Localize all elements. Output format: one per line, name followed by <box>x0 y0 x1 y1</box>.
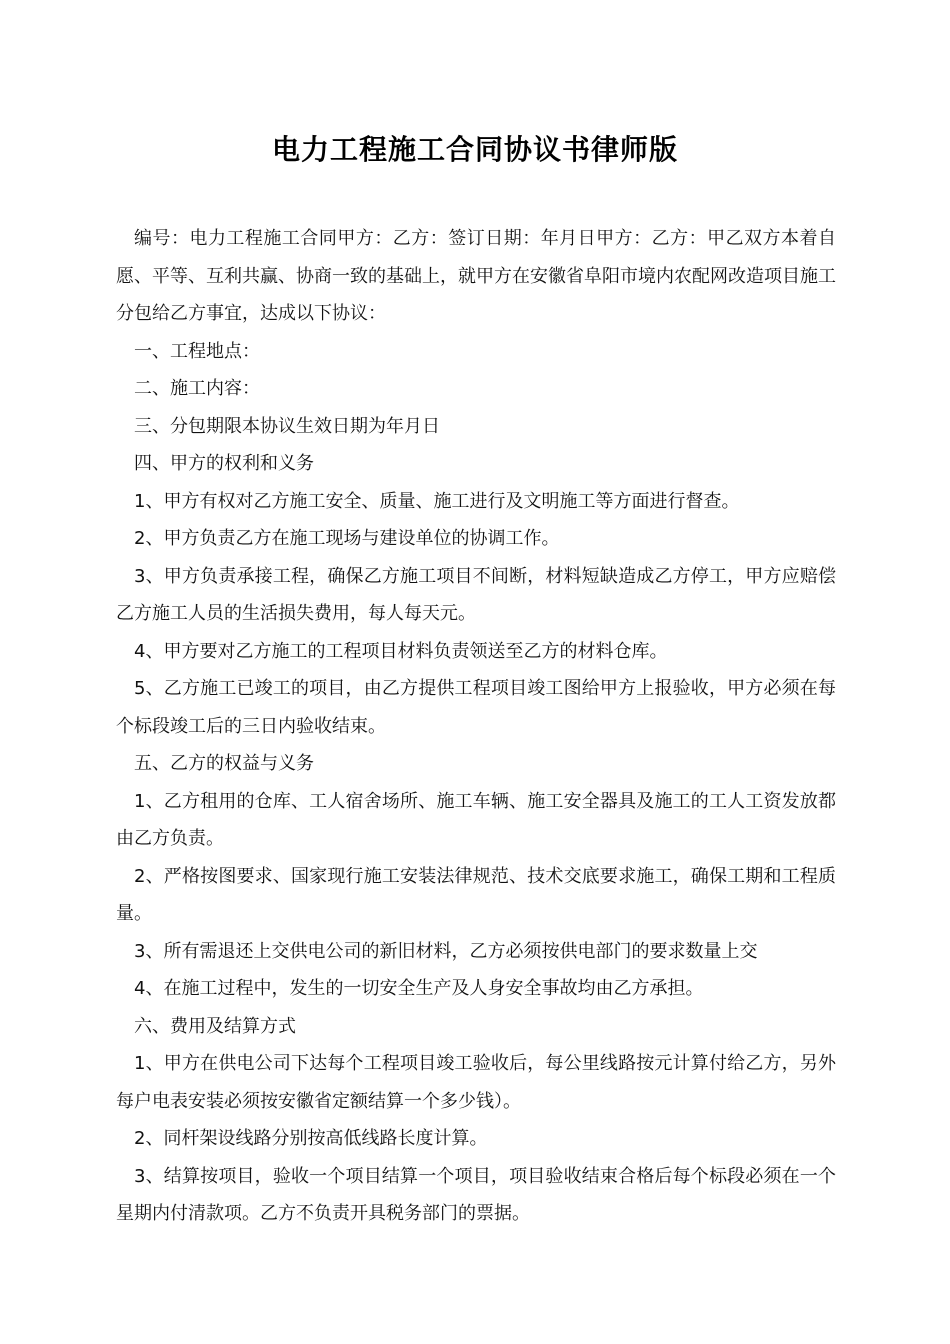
settlement-clause-3: 3、结算按项目，验收一个项目结算一个项目，项目验收结束合格后每个标段必须在一个星期内付清款项。乙方不负责开具税务部门的票据。 <box>116 1165 836 1224</box>
party-b-clause-1: 1、乙方租用的仓库、工人宿舍场所、施工车辆、施工安全器具及施工的工人工资发放都由乙方负责。 <box>116 790 836 849</box>
settlement-clause-2: 2、同杆架设线路分别按高低线路长度计算。 <box>134 1128 488 1149</box>
party-b-clause-4: 4、在施工过程中，发生的一切安全生产及人身安全事故均由乙方承担。 <box>134 978 704 999</box>
section-period: 三、分包期限本协议生效日期为年月日 <box>134 415 440 437</box>
party-a-clause-4: 4、甲方要对乙方施工的工程项目材料负责领送至乙方的材料仓库。 <box>134 640 668 662</box>
party-a-clause-2: 2、甲方负责乙方在施工现场与建设单位的协调工作。 <box>134 528 560 549</box>
party-b-clause-3: 3、所有需退还上交供电公司的新旧材料，乙方必须按供电部门的要求数量上交 <box>134 940 758 962</box>
section-heading-party-b: 五、乙方的权益与义务 <box>134 753 314 774</box>
paragraph-intro: 编号：电力工程施工合同甲方：乙方：签订日期：年月日甲方：乙方：甲乙双方本着自愿、平等、互利共赢、协商一致的基础上，就甲方在安徽省阜阳市境内农配网改造项目施工分包给乙方事宜，达成以下协议： <box>116 228 836 324</box>
party-a-clause-5: 5、乙方施工已竣工的项目，由乙方提供工程项目竣工图给甲方上报验收，甲方必须在每个标段竣工后的三日内验收结束。 <box>116 678 836 737</box>
settlement-clause-1: 1、甲方在供电公司下达每个工程项目竣工验收后，每公里线路按元计算付给乙方，另外每户电表安装必须按安徽省定额结算一个多少钱）。 <box>116 1053 836 1112</box>
document-body <box>116 220 836 1233</box>
section-heading-party-a: 四、甲方的权利和义务 <box>134 453 314 474</box>
party-a-clause-1: 1、甲方有权对乙方施工安全、质量、施工进行及文明施工等方面进行督查。 <box>134 490 740 512</box>
document-title: 电力工程施工合同协议书律师版 <box>271 133 678 166</box>
section-heading-settlement: 六、费用及结算方式 <box>134 1015 296 1037</box>
section-content: 二、施工内容： <box>134 378 260 399</box>
section-location: 一、工程地点： <box>134 340 260 362</box>
party-b-clause-2: 2、严格按图要求、国家现行施工安装法律规范、技术交底要求施工，确保工期和工程质量。 <box>116 865 836 924</box>
party-a-clause-3: 3、甲方负责承接工程，确保乙方施工项目不间断，材料短缺造成乙方停工，甲方应赔偿乙方施工人员的生活损失费用，每人每天元。 <box>116 565 836 624</box>
